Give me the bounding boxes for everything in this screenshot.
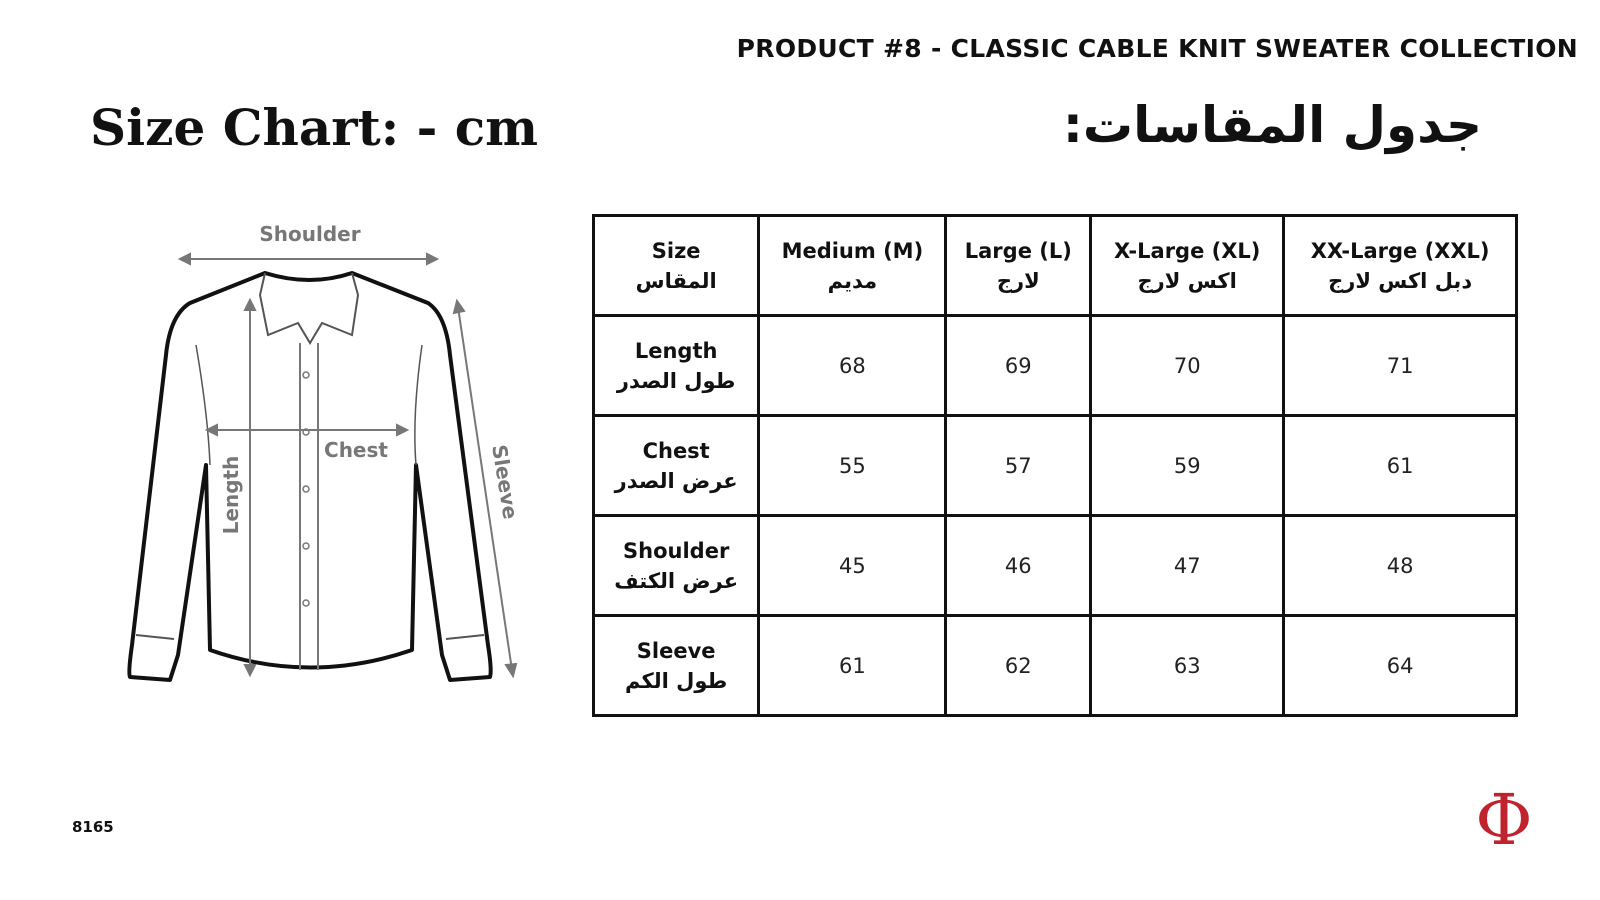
header-xlarge-ar: اكس لارج — [1137, 268, 1237, 293]
row-label-sleeve — [594, 616, 759, 716]
row-label-shoulder — [594, 516, 759, 616]
left-cuff — [136, 635, 174, 639]
table-cell: 61 — [759, 616, 946, 716]
header-large-en: Large (L) — [964, 238, 1072, 263]
shirt-collar — [260, 273, 358, 343]
header-cell-medium — [759, 216, 946, 316]
table-cell: 57 — [946, 416, 1091, 516]
shirt-measurement-diagram — [120, 215, 540, 715]
left-side-seam — [196, 345, 210, 465]
header-medium-ar: مديم — [827, 268, 878, 293]
header-cell-xlarge — [1091, 216, 1284, 316]
table-cell: 70 — [1091, 316, 1284, 416]
brand-logo-phi-icon — [1468, 784, 1540, 856]
length-arrow — [245, 300, 255, 675]
shirt-outline — [129, 273, 490, 680]
row-label-en: Length — [634, 338, 718, 363]
row-label-ar: عرض الكتف — [614, 568, 739, 593]
header-xxlarge-en: XX-Large (XXL) — [1310, 238, 1490, 263]
row-label-ar: عرض الصدر — [614, 468, 738, 493]
table-cell: 46 — [946, 516, 1091, 616]
row-label-ar: طول الكم — [625, 668, 728, 693]
table-cell: 59 — [1091, 416, 1284, 516]
chest-arrow — [207, 425, 407, 435]
table-cell: 55 — [759, 416, 946, 516]
right-side-seam — [415, 345, 422, 465]
table-cell: 47 — [1091, 516, 1284, 616]
product-title: PRODUCT #8 - CLASSIC CABLE KNIT SWEATER COLLECTION — [736, 34, 1578, 63]
size-chart-heading: Size Chart: - cm — [90, 98, 539, 157]
document-code: 8165 — [72, 818, 114, 836]
header-medium-en: Medium (M) — [781, 238, 924, 263]
table-cell: 68 — [759, 316, 946, 416]
table-row-chest — [594, 416, 1517, 516]
table-cell: 71 — [1284, 316, 1517, 416]
table-cell: 63 — [1091, 616, 1284, 716]
table-row-sleeve — [594, 616, 1517, 716]
table-cell: 64 — [1284, 616, 1517, 716]
right-cuff — [446, 635, 484, 639]
header-xlarge-en: X-Large (XL) — [1113, 238, 1261, 263]
header-size-en: Size — [651, 238, 701, 263]
shoulder-arrow — [180, 254, 437, 264]
chest-label: Chest — [324, 438, 388, 462]
length-label: Length — [219, 455, 243, 535]
shoulder-label: Shoulder — [259, 222, 361, 246]
shirt-buttons — [303, 372, 309, 606]
row-label-length — [594, 316, 759, 416]
row-label-en: Chest — [642, 438, 710, 463]
header-xxlarge-ar: دبل اكس لارج — [1328, 268, 1473, 293]
table-cell: 62 — [946, 616, 1091, 716]
table-cell: 48 — [1284, 516, 1517, 616]
size-table — [592, 214, 1518, 717]
table-header-row — [594, 216, 1517, 316]
sleeve-label: Sleeve — [487, 442, 523, 521]
header-size-ar: المقاس — [635, 268, 717, 293]
row-label-en: Shoulder — [623, 538, 730, 563]
row-label-ar: طول الصدر — [616, 368, 736, 393]
header-cell-xxlarge — [1284, 216, 1517, 316]
header-cell-size — [594, 216, 759, 316]
arabic-size-chart-heading: جدول المقاسات: — [1062, 96, 1482, 154]
logo-glyph: Φ — [1475, 784, 1533, 856]
header-cell-large — [946, 216, 1091, 316]
header-large-ar: لارج — [996, 268, 1040, 293]
table-row-length — [594, 316, 1517, 416]
row-label-chest — [594, 416, 759, 516]
table-cell: 61 — [1284, 416, 1517, 516]
table-cell: 45 — [759, 516, 946, 616]
row-label-en: Sleeve — [636, 638, 716, 663]
shirt-placket — [300, 343, 318, 670]
table-cell: 69 — [946, 316, 1091, 416]
table-row-shoulder — [594, 516, 1517, 616]
